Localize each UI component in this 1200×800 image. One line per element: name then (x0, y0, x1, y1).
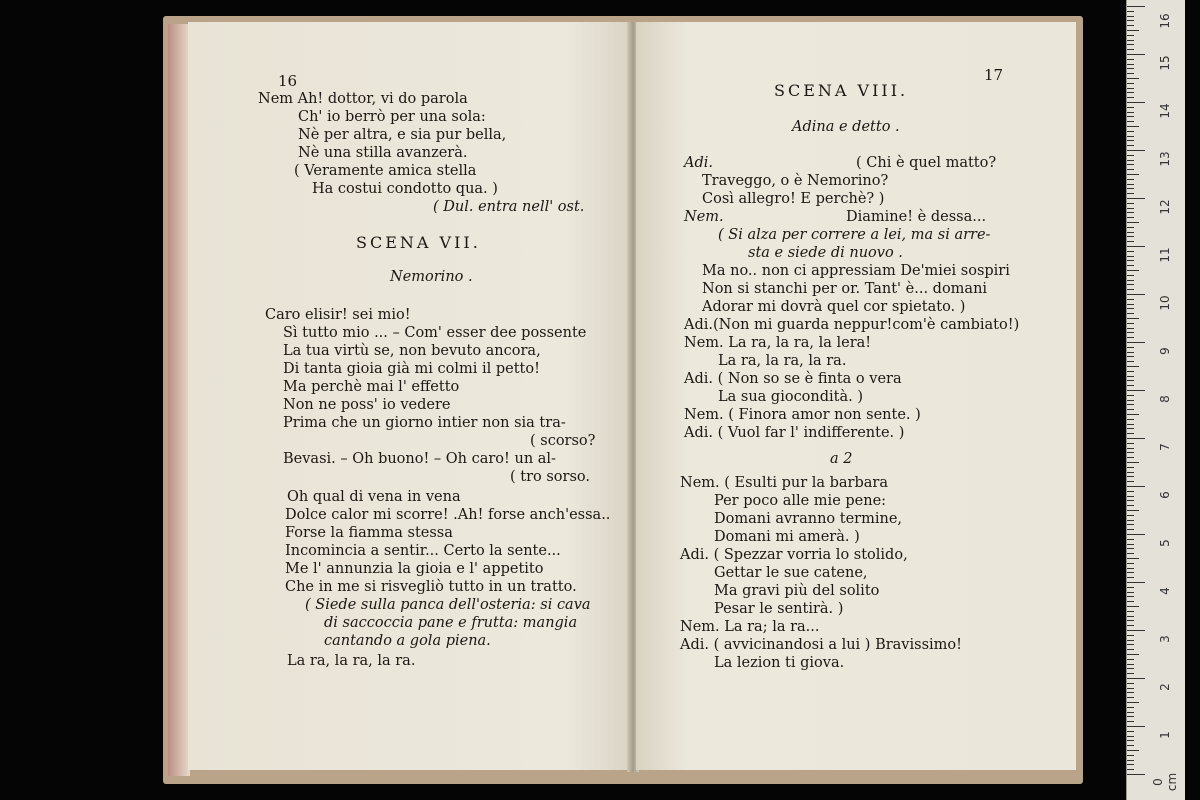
ruler-tick (1127, 683, 1134, 684)
ruler-tick (1127, 6, 1145, 7)
verse-line: Non ne poss' io vedere (283, 397, 451, 413)
ruler-tick (1127, 563, 1134, 564)
ruler-tick (1127, 102, 1145, 103)
ruler-tick (1127, 107, 1134, 108)
verse-line: Adi. ( avvicinandosi a lui ) Bravissimo! (680, 637, 962, 653)
ruler-tick (1127, 740, 1134, 741)
ruler-number: 7 (1158, 443, 1172, 451)
ruler-tick (1127, 702, 1139, 703)
ruler-tick (1127, 611, 1134, 612)
ruler-tick (1127, 328, 1134, 329)
ruler-tick (1127, 121, 1134, 122)
ruler-tick (1127, 448, 1134, 449)
ruler-tick (1127, 524, 1134, 525)
verse-line: Traveggo, o è Nemorino? (702, 173, 889, 189)
ruler-tick (1127, 232, 1134, 233)
scene-title: SCENA VII. (356, 233, 481, 252)
ruler-tick (1127, 236, 1134, 237)
ruler-tick (1127, 755, 1134, 756)
verse-line: Che in me si risvegliò tutto in un tratto. (285, 579, 577, 595)
verse-line: Domani mi amerà. ) (714, 529, 860, 545)
ruler-tick (1127, 649, 1134, 650)
verse-line: La ra, la ra, la ra. (287, 653, 416, 669)
ruler-tick (1127, 712, 1134, 713)
ruler-tick (1127, 606, 1139, 607)
verse-line: Nem. La ra, la ra, la lera! (684, 335, 872, 351)
ruler-tick (1127, 222, 1139, 223)
ruler-tick (1127, 126, 1139, 127)
ruler-tick (1127, 745, 1134, 746)
verse-line: Oh qual di vena in vena (287, 489, 461, 505)
ruler-tick (1127, 496, 1134, 497)
ruler-number: 2 (1158, 683, 1172, 691)
character-name: Nemorino . (390, 269, 473, 285)
ruler-tick (1127, 251, 1134, 252)
ruler-tick (1127, 476, 1134, 477)
ruler-tick (1127, 640, 1134, 641)
ruler-tick (1127, 25, 1134, 26)
ruler-tick (1127, 337, 1134, 338)
ruler-tick (1127, 169, 1134, 170)
ruler-tick (1127, 721, 1134, 722)
verse-line: Ma perchè mai l' effetto (283, 379, 460, 395)
verse-line: La tua virtù se, non bevuto ancora, (283, 343, 541, 359)
ruler-tick (1127, 270, 1139, 271)
ruler-tick (1127, 558, 1139, 559)
ruler-tick (1127, 433, 1134, 434)
ruler-tick (1127, 673, 1134, 674)
ruler-tick (1127, 500, 1134, 501)
ruler-tick (1127, 486, 1145, 487)
verse-line: Adi. ( Non so se è finta o vera (684, 371, 902, 387)
ruler-number: 8 (1158, 395, 1172, 403)
ruler-tick (1127, 568, 1134, 569)
ruler-tick (1127, 443, 1134, 444)
ruler-tick (1127, 145, 1134, 146)
ruler-tick (1127, 140, 1134, 141)
ruler-tick (1127, 49, 1134, 50)
stage-direction: di saccoccia pane e frutta: mangia (324, 615, 578, 631)
ruler-number: 16 (1158, 13, 1172, 29)
scene-title: SCENA VIII. (774, 81, 909, 100)
ruler-tick (1127, 241, 1134, 242)
ruler-tick (1127, 59, 1134, 60)
ruler-tick (1127, 97, 1134, 98)
ruler-tick (1127, 371, 1134, 372)
ruler-tick (1127, 644, 1134, 645)
ruler-tick (1127, 92, 1134, 93)
ruler-tick (1127, 256, 1134, 257)
ruler-number: 1 (1158, 731, 1172, 739)
ruler-tick (1127, 11, 1134, 12)
ruler-tick (1127, 520, 1134, 521)
ruler-tick (1127, 116, 1134, 117)
ruler-tick (1127, 635, 1134, 636)
ruler-tick (1127, 356, 1134, 357)
ruler-tick (1127, 20, 1134, 21)
verse-line: Ha costui condotto qua. ) (312, 181, 498, 197)
ruler-tick (1127, 352, 1134, 353)
ruler-tick (1127, 265, 1134, 266)
ruler-number: 3 (1158, 635, 1172, 643)
ruler-tick (1127, 505, 1134, 506)
ruler-tick (1127, 404, 1134, 405)
ruler-tick (1127, 630, 1145, 631)
ruler-tick (1127, 208, 1134, 209)
ruler-tick (1127, 620, 1134, 621)
ruler-tick (1127, 654, 1139, 655)
page-number: 17 (984, 66, 1004, 84)
ruler-tick (1127, 688, 1134, 689)
ruler-tick (1127, 289, 1134, 290)
character-names: Adina e detto . (792, 119, 900, 135)
ruler-number: 11 (1158, 247, 1172, 263)
ruler-tick (1127, 198, 1145, 199)
page-number: 16 (278, 72, 298, 90)
ruler-number: 4 (1158, 587, 1172, 595)
ruler-tick (1127, 73, 1134, 74)
ruler-tick (1127, 30, 1139, 31)
ruler-tick (1127, 131, 1134, 132)
ruler-tick (1127, 54, 1145, 55)
ruler-tick (1127, 400, 1134, 401)
section-label: a 2 (830, 451, 853, 467)
ruler-tick (1127, 726, 1145, 727)
ruler-number: 9 (1158, 347, 1172, 355)
ruler-tick (1127, 390, 1145, 391)
ruler-tick (1127, 582, 1145, 583)
ruler-number: 5 (1158, 539, 1172, 547)
verse-line: Prima che un giorno intier non sia tra- (283, 415, 566, 431)
left-page (188, 22, 632, 770)
ruler-tick (1127, 438, 1145, 439)
ruler-tick (1127, 577, 1134, 578)
ruler-tick (1127, 294, 1145, 295)
ruler-tick (1127, 136, 1134, 137)
ruler-tick (1127, 716, 1134, 717)
ruler-unit-label: 0 cm (1151, 772, 1179, 792)
stage-direction: cantando a gola piena. (324, 633, 491, 649)
ruler-tick (1127, 678, 1145, 679)
ruler-number: 10 (1158, 295, 1172, 311)
ruler-tick (1127, 548, 1134, 549)
verse-line: Caro elisir! sei mio! (265, 307, 411, 323)
speaker-label: Adi. (684, 155, 713, 171)
ruler-tick (1127, 424, 1134, 425)
ruler-tick (1127, 304, 1134, 305)
ruler-tick (1127, 376, 1134, 377)
ruler-tick (1127, 467, 1134, 468)
ruler-tick (1127, 155, 1134, 156)
ruler-tick (1127, 64, 1134, 65)
ruler-tick (1127, 385, 1134, 386)
stage-direction: ( Siede sulla panca dell'osteria: si cava (305, 597, 591, 613)
ruler-tick (1127, 40, 1134, 41)
verse-line: Non si stanchi per or. Tant' è... domani (702, 281, 988, 297)
ruler-tick (1127, 472, 1134, 473)
verse-line: Nem Ah! dottor, vi do parola (258, 91, 468, 107)
ruler-number: 12 (1158, 199, 1172, 215)
ruler-tick (1127, 616, 1134, 617)
ruler-tick (1127, 212, 1134, 213)
ruler-tick (1127, 188, 1134, 189)
verse-line: Adi. ( Spezzar vorria lo stolido, (680, 547, 908, 563)
ruler-tick (1127, 35, 1134, 36)
verse-line: Domani avranno termine, (714, 511, 903, 527)
ruler-tick (1127, 88, 1134, 89)
ruler-tick (1127, 760, 1134, 761)
ruler-tick (1127, 347, 1134, 348)
ruler-tick (1127, 380, 1134, 381)
ruler-tick (1127, 491, 1134, 492)
stage-direction: sta e siede di nuovo . (748, 245, 903, 261)
verse-line: Pesar le sentirà. ) (714, 601, 844, 617)
ruler-tick (1127, 227, 1134, 228)
right-page (636, 22, 1076, 770)
verse-line: Nem. ( Esulti pur la barbara (680, 475, 888, 491)
ruler-tick (1127, 692, 1134, 693)
verse-line: ( tro sorso. (510, 469, 590, 485)
ruler-tick (1127, 193, 1134, 194)
ruler-tick (1127, 164, 1134, 165)
ruler-tick (1127, 203, 1134, 204)
verse-line: Bevasi. – Oh buono! – Oh caro! un al- (283, 451, 556, 467)
ruler-number: 15 (1158, 55, 1172, 71)
ruler-tick (1127, 596, 1134, 597)
ruler-tick (1127, 83, 1134, 84)
verse-line: Forse la fiamma stessa (285, 525, 453, 541)
verse-line: Gettar le sue catene, (714, 565, 868, 581)
verse-line: Ma gravi più del solito (714, 583, 880, 599)
ruler-tick (1127, 697, 1134, 698)
ruler-tick (1127, 457, 1134, 458)
verse-line: La ra, la ra, la ra. (718, 353, 847, 369)
ruler-tick (1127, 529, 1134, 530)
verse-line: Così allegro! E perchè? ) (702, 191, 885, 207)
verse-line: Ma no.. non ci appressiam De'miei sospiri (702, 263, 1010, 279)
ruler-tick (1127, 774, 1145, 775)
verse-line: Sì tutto mio ... – Com' esser dee possente (283, 325, 587, 341)
ruler-tick (1127, 625, 1134, 626)
ruler-tick (1127, 664, 1134, 665)
ruler-tick (1127, 419, 1134, 420)
verse-line: Nem. La ra; la ra... (680, 619, 820, 635)
ruler-tick (1127, 308, 1134, 309)
stage-direction: ( Dul. entra nell' ost. (433, 199, 585, 215)
ruler-tick (1127, 428, 1134, 429)
ruler-number: 6 (1158, 491, 1172, 499)
verse-line: Nem. ( Finora amor non sente. ) (684, 407, 921, 423)
verse-line: Diamine! è dessa... (846, 209, 987, 225)
ruler-tick (1127, 68, 1134, 69)
ruler-tick (1127, 342, 1145, 343)
verse-line: Incomincia a sentir... Certo la sente... (285, 543, 561, 559)
ruler-tick (1127, 414, 1139, 415)
page-edges (168, 24, 190, 776)
ruler-tick (1127, 174, 1139, 175)
ruler-tick (1127, 280, 1134, 281)
ruler-tick (1127, 179, 1134, 180)
ruler-tick (1127, 481, 1134, 482)
ruler-number: 13 (1158, 151, 1172, 167)
ruler-tick (1127, 323, 1134, 324)
ruler-tick (1127, 750, 1139, 751)
ruler-tick (1127, 332, 1134, 333)
verse-line: Nè una stilla avanzerà. (298, 145, 468, 161)
ruler-tick (1127, 659, 1134, 660)
ruler-tick (1127, 44, 1134, 45)
verse-line: ( Veramente amica stella (294, 163, 477, 179)
ruler-tick (1127, 572, 1134, 573)
ruler-tick (1127, 78, 1139, 79)
ruler-tick (1127, 462, 1139, 463)
ruler-number: 14 (1158, 103, 1172, 119)
ruler-tick (1127, 731, 1134, 732)
verse-line: Di tanta gioia già mi colmi il petto! (283, 361, 540, 377)
ruler-tick (1127, 510, 1139, 511)
verse-line: La sua giocondità. ) (718, 389, 864, 405)
stage-direction: ( Si alza per correre a lei, ma si arre- (718, 227, 991, 243)
verse-line: ( scorso? (530, 433, 596, 449)
ruler-tick (1127, 764, 1134, 765)
ruler-tick (1127, 299, 1134, 300)
ruler-tick (1127, 553, 1134, 554)
ruler-tick (1127, 184, 1134, 185)
ruler-tick (1127, 112, 1134, 113)
measurement-ruler (1126, 0, 1185, 800)
ruler-tick (1127, 150, 1145, 151)
verse-line: Dolce calor mi scorre! .Ah! forse anch'essa.. (285, 507, 611, 523)
ruler-tick (1127, 515, 1134, 516)
ruler-tick (1127, 260, 1134, 261)
verse-line: Adi.(Non mi guarda neppur!com'è cambiato!) (684, 317, 1020, 333)
ruler-tick (1127, 275, 1134, 276)
ruler-tick (1127, 601, 1134, 602)
ruler-tick (1127, 539, 1134, 540)
ruler-tick (1127, 318, 1139, 319)
ruler-tick (1127, 592, 1134, 593)
verse-line: Me l' annunzia la gioia e l' appetito (285, 561, 544, 577)
ruler-tick (1127, 217, 1134, 218)
ruler-tick (1127, 707, 1134, 708)
verse-line: Nè per altra, e sia pur bella, (298, 127, 507, 143)
ruler-tick (1127, 284, 1134, 285)
ruler-tick (1127, 587, 1134, 588)
ruler-tick (1127, 246, 1145, 247)
ruler-tick (1127, 534, 1145, 535)
speaker-label: Nem. (684, 209, 724, 225)
ruler-tick (1127, 769, 1134, 770)
ruler-tick (1127, 544, 1134, 545)
ruler-tick (1127, 452, 1134, 453)
ruler-tick (1127, 668, 1134, 669)
ruler-tick (1127, 409, 1134, 410)
verse-line: Adi. ( Vuol far l' indifferente. ) (684, 425, 905, 441)
ruler-tick (1127, 395, 1134, 396)
ruler-tick (1127, 313, 1134, 314)
verse-line: La lezion ti giova. (714, 655, 845, 671)
verse-line: ( Chi è quel matto? (856, 155, 997, 171)
ruler-tick (1127, 736, 1134, 737)
verse-line: Adorar mi dovrà quel cor spietato. ) (702, 299, 966, 315)
verse-line: Ch' io berrò per una sola: (298, 109, 486, 125)
ruler-tick (1127, 160, 1134, 161)
ruler-tick (1127, 361, 1134, 362)
ruler-tick (1127, 366, 1139, 367)
verse-line: Per poco alle mie pene: (714, 493, 887, 509)
ruler-tick (1127, 16, 1134, 17)
